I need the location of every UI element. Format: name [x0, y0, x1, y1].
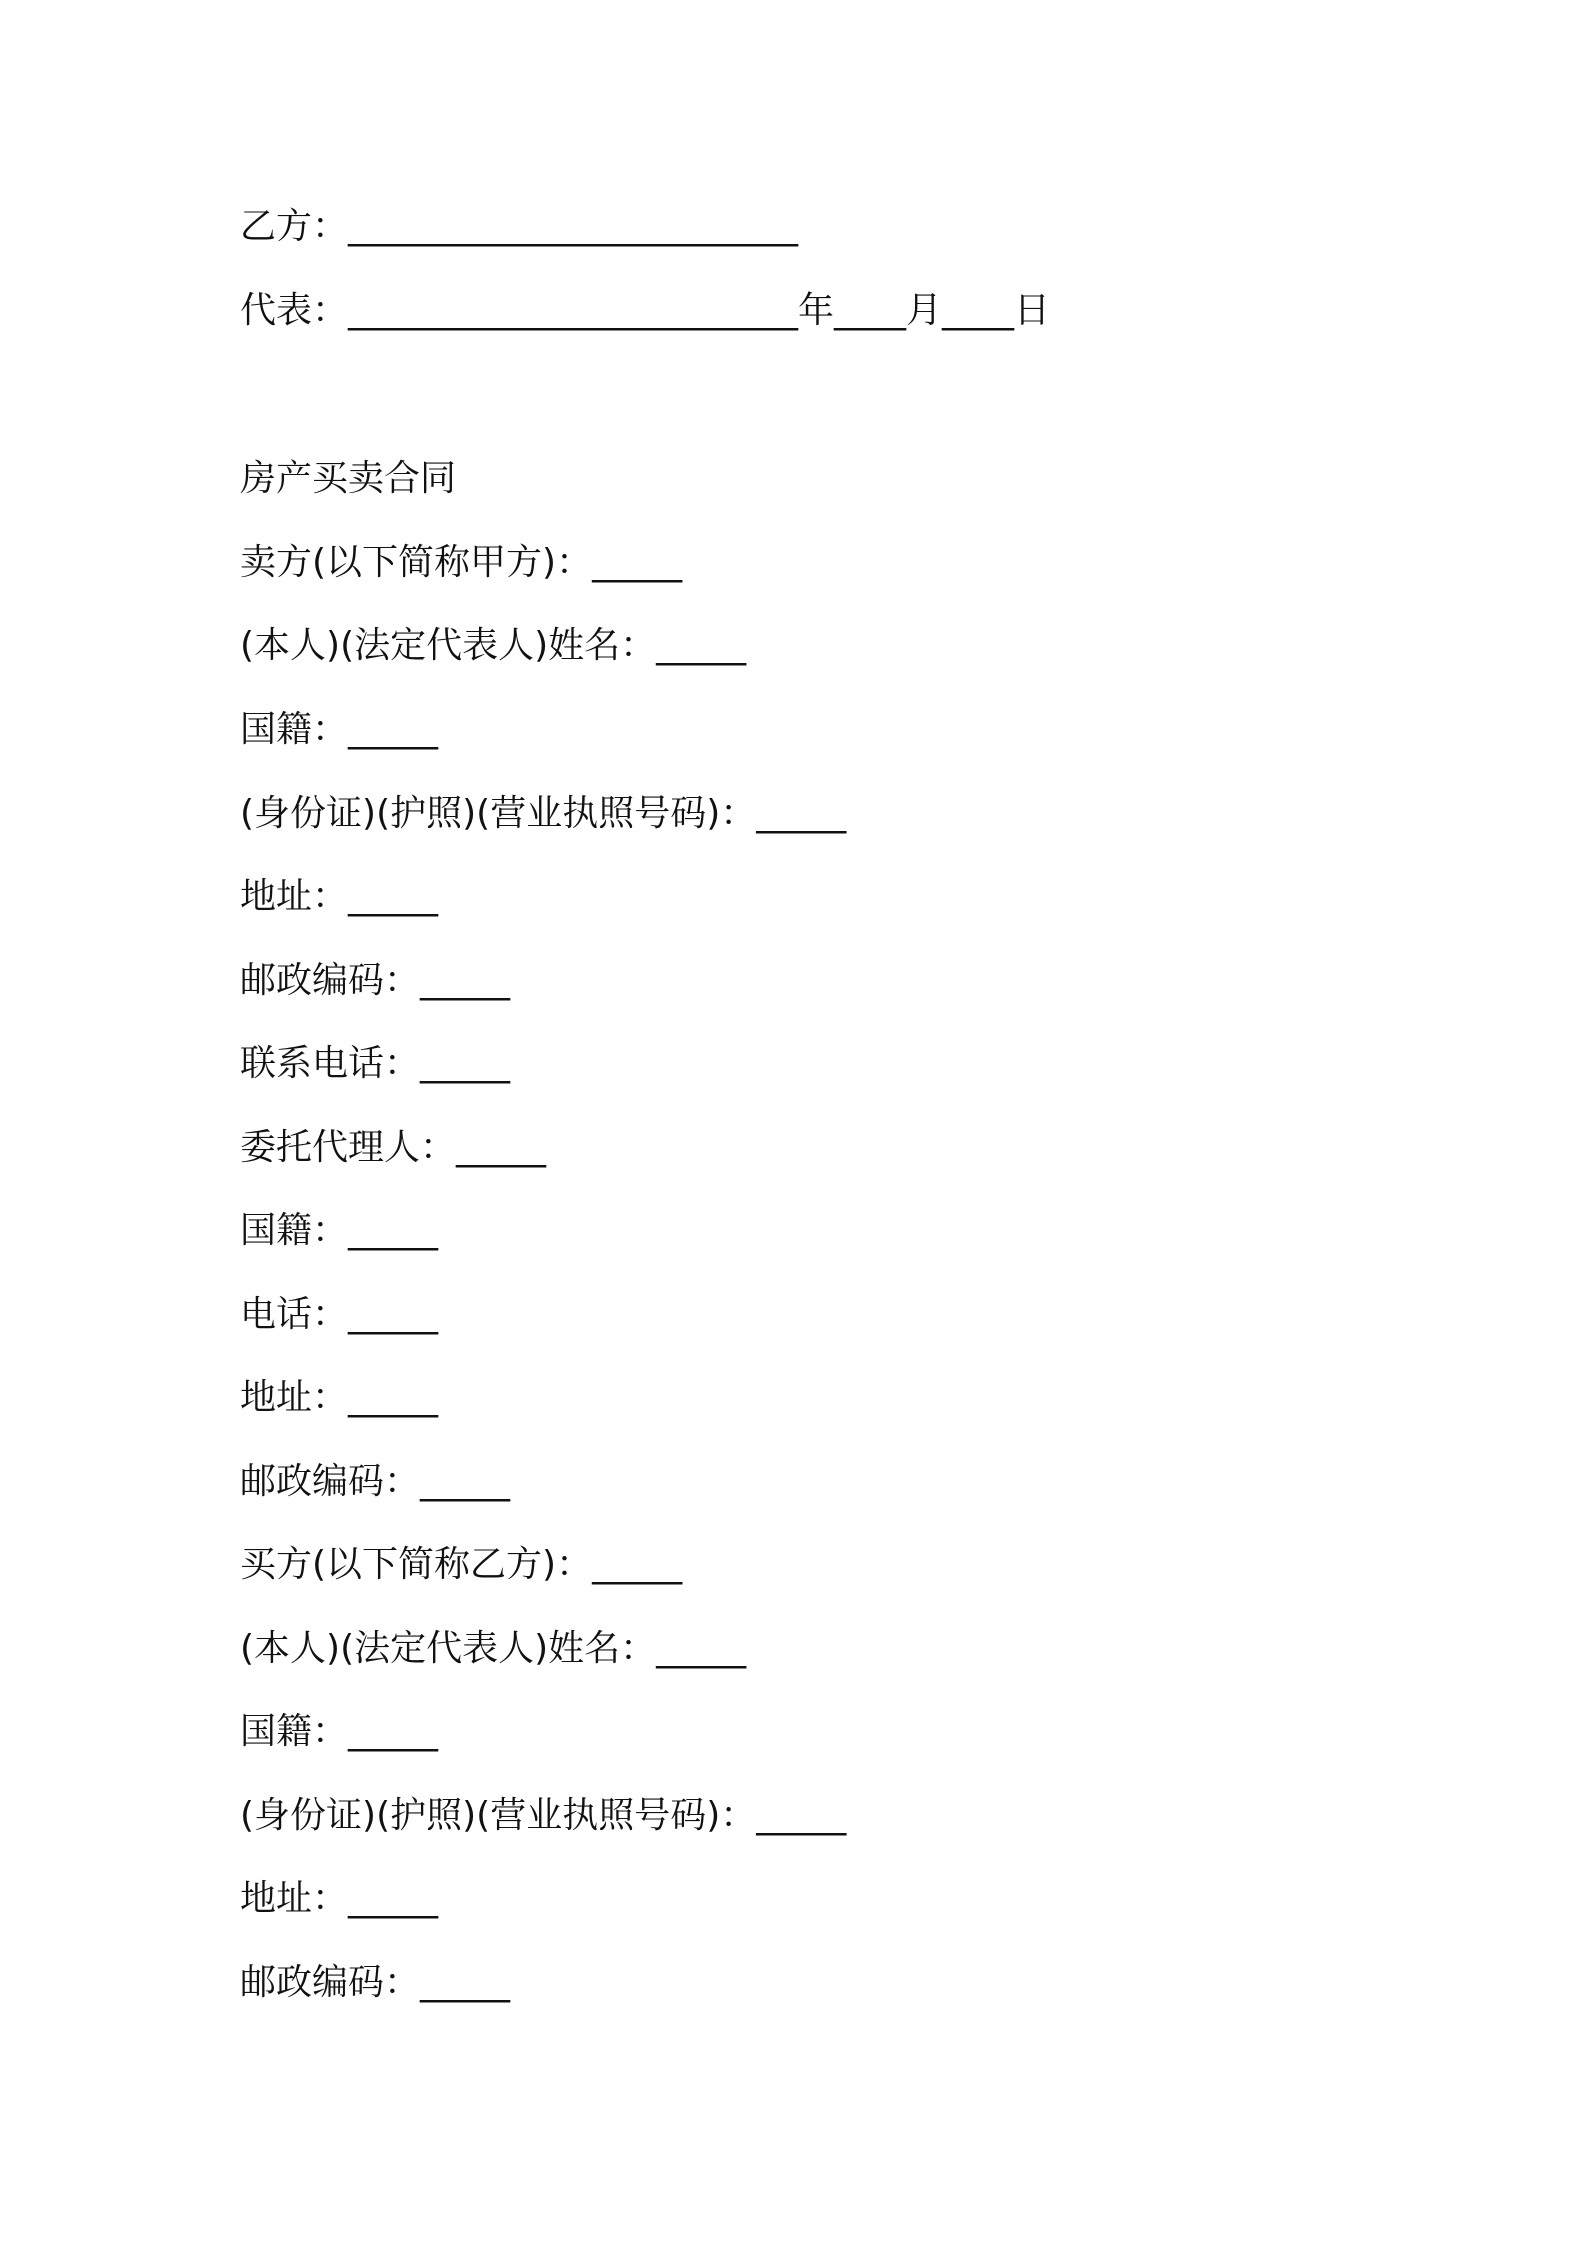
- seller-heading: 卖方(以下简称甲方)：_____: [240, 542, 683, 583]
- buyer-id-field: (身份证)(护照)(营业执照号码)：_____: [240, 1795, 847, 1836]
- seller-id-field: (身份证)(护照)(营业执照号码)：_____: [240, 793, 847, 834]
- buyer-postal-code-field: 邮政编码：_____: [240, 1962, 511, 2003]
- agent-phone-field: 电话：_____: [240, 1294, 439, 1335]
- buyer-name-field: (本人)(法定代表人)姓名：_____: [240, 1628, 747, 1669]
- buyer-address-field: 地址：_____: [240, 1878, 439, 1919]
- agent-address-field: 地址：_____: [240, 1377, 439, 1418]
- seller-nationality-field: 国籍：_____: [240, 709, 439, 750]
- seller-name-field: (本人)(法定代表人)姓名：_____: [240, 625, 747, 666]
- seller-address-field: 地址：_____: [240, 876, 439, 917]
- representative-date-line: 代表：_________________________年____月____日: [240, 290, 1051, 331]
- party-b-signature-line: 乙方：_________________________: [240, 206, 799, 247]
- seller-postal-code-field: 邮政编码：_____: [240, 960, 511, 1001]
- seller-phone-field: 联系电话：_____: [240, 1043, 511, 1084]
- contract-title: 房产买卖合同: [240, 458, 457, 499]
- buyer-nationality-field: 国籍：_____: [240, 1711, 439, 1752]
- buyer-heading: 买方(以下简称乙方)：_____: [240, 1544, 683, 1585]
- seller-agent-field: 委托代理人：_____: [240, 1127, 547, 1168]
- agent-postal-code-field: 邮政编码：_____: [240, 1461, 511, 1502]
- agent-nationality-field: 国籍：_____: [240, 1210, 439, 1251]
